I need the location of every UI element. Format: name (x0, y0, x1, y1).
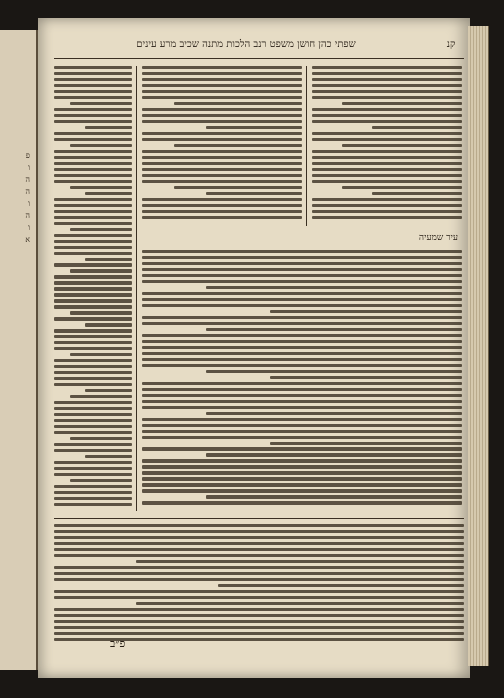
text-line (372, 126, 462, 129)
page-stack-edge (468, 26, 489, 666)
text-line (142, 150, 302, 153)
text-line (136, 560, 464, 563)
text-line (70, 269, 132, 272)
text-line (142, 180, 302, 183)
text-line (54, 329, 132, 332)
text-line (142, 78, 302, 81)
text-line (312, 162, 462, 165)
text-line (142, 358, 462, 361)
text-line (54, 590, 464, 593)
text-line (312, 138, 462, 141)
text-line (142, 346, 462, 349)
text-line (142, 274, 462, 277)
text-line (142, 168, 302, 171)
text-line (142, 382, 462, 385)
text-line (54, 485, 132, 488)
signature-mark: פ״ב (110, 637, 126, 650)
text-line (142, 66, 302, 69)
text-line (206, 286, 462, 289)
running-head: שפתי כהן חושן משפט רנב הלכות מתנה שכיב מרע עינים (136, 38, 356, 50)
text-line (312, 72, 462, 75)
text-line (142, 364, 462, 367)
text-line (312, 108, 462, 111)
text-line (142, 394, 462, 397)
commentary-right-column (312, 66, 462, 226)
section-heading: עיר שמעיה (418, 233, 458, 243)
text-line (54, 377, 132, 380)
text-line (142, 72, 302, 75)
text-line (142, 84, 302, 87)
text-line (54, 359, 132, 362)
text-line (54, 578, 464, 581)
text-line (312, 168, 462, 171)
text-line (142, 204, 302, 207)
text-line (54, 443, 132, 446)
text-line (70, 144, 132, 147)
text-line (54, 138, 132, 141)
text-line (54, 263, 132, 266)
text-line (142, 459, 462, 462)
text-line (174, 102, 302, 105)
text-line (54, 234, 132, 237)
text-line (85, 455, 132, 458)
text-line (312, 204, 462, 207)
text-line (54, 497, 132, 500)
text-line (54, 156, 132, 159)
text-line (312, 66, 462, 69)
text-line (142, 210, 302, 213)
text-line (142, 388, 462, 391)
text-line (54, 419, 132, 422)
text-line (54, 608, 464, 611)
text-line (85, 389, 132, 392)
text-line (54, 132, 132, 135)
text-line (54, 425, 132, 428)
text-line (54, 287, 132, 290)
column-divider-2 (136, 66, 137, 511)
text-line (142, 471, 462, 474)
text-line (312, 210, 462, 213)
text-line (270, 310, 462, 313)
text-line (54, 210, 132, 213)
text-line (142, 108, 302, 111)
text-line (312, 132, 462, 135)
text-line (54, 84, 132, 87)
text-line (312, 78, 462, 81)
text-line (54, 449, 132, 452)
text-line (312, 150, 462, 153)
footnote-rule (54, 518, 464, 519)
text-line (85, 258, 132, 261)
text-line (54, 461, 132, 464)
text-line (142, 216, 302, 219)
text-line (142, 436, 462, 439)
text-line (54, 467, 132, 470)
text-line (54, 596, 464, 599)
text-line (342, 144, 462, 147)
text-line (54, 383, 132, 386)
text-line (206, 495, 462, 498)
text-line (54, 275, 132, 278)
text-line (142, 132, 302, 135)
text-line (54, 240, 132, 243)
text-line (142, 424, 462, 427)
text-line (142, 298, 462, 301)
text-line (54, 96, 132, 99)
text-line (54, 413, 132, 416)
text-line (70, 395, 132, 398)
text-line (54, 180, 132, 183)
left-page-glyph: ו (27, 199, 30, 208)
text-line (54, 299, 132, 302)
text-line (70, 311, 132, 314)
text-line (342, 102, 462, 105)
left-page-glyph: ו (27, 163, 30, 172)
left-page-edge (0, 30, 38, 670)
left-page-glyph: ה (25, 187, 30, 196)
left-page-glyphs (4, 150, 30, 246)
text-line (312, 120, 462, 123)
text-line (54, 293, 132, 296)
left-page-glyph: א (25, 235, 30, 244)
text-line (54, 198, 132, 201)
text-line (54, 90, 132, 93)
text-line (54, 401, 132, 404)
text-line (270, 376, 462, 379)
text-line (206, 328, 462, 331)
text-line (85, 192, 132, 195)
text-line (54, 542, 464, 545)
text-line (142, 96, 302, 99)
text-line (342, 186, 462, 189)
text-line (54, 524, 464, 527)
text-line (312, 90, 462, 93)
text-line (142, 304, 462, 307)
text-line (54, 305, 132, 308)
text-line (206, 412, 462, 415)
text-line (70, 353, 132, 356)
text-line (54, 632, 464, 635)
text-line (142, 483, 462, 486)
text-line (142, 156, 302, 159)
text-line (54, 168, 132, 171)
text-line (54, 78, 132, 81)
text-line (142, 465, 462, 468)
text-line (54, 281, 132, 284)
commentary-left-column (54, 66, 132, 511)
text-line (54, 626, 464, 629)
left-page-glyph: ה (25, 175, 30, 184)
text-line (54, 347, 132, 350)
text-line (142, 340, 462, 343)
text-line (54, 341, 132, 344)
text-line (142, 430, 462, 433)
text-line (312, 96, 462, 99)
text-line (54, 491, 132, 494)
text-line (206, 370, 462, 373)
text-line (54, 162, 132, 165)
text-line (54, 114, 132, 117)
text-line (54, 216, 132, 219)
left-page-glyph: ה (25, 211, 30, 220)
text-line (54, 572, 464, 575)
text-line (54, 566, 464, 569)
text-line (142, 501, 462, 504)
page-header (56, 32, 466, 56)
text-line (70, 102, 132, 105)
text-line (312, 156, 462, 159)
text-line (142, 447, 462, 450)
text-line (54, 204, 132, 207)
text-line (312, 174, 462, 177)
folio-number: קנ (446, 38, 456, 50)
text-line (142, 256, 462, 259)
text-line (142, 198, 302, 201)
text-line (54, 150, 132, 153)
text-line (142, 90, 302, 93)
text-line (142, 418, 462, 421)
text-line (142, 262, 462, 265)
text-line (54, 317, 132, 320)
text-line (54, 72, 132, 75)
text-line (70, 186, 132, 189)
main-text-column (142, 66, 302, 226)
text-line (142, 406, 462, 409)
text-line (142, 400, 462, 403)
text-line (142, 292, 462, 295)
column-divider-1 (306, 66, 307, 226)
text-line (142, 489, 462, 492)
text-line (142, 114, 302, 117)
text-line (70, 228, 132, 231)
text-line (54, 620, 464, 623)
text-line (54, 371, 132, 374)
text-line (70, 437, 132, 440)
text-line (54, 473, 132, 476)
text-line (142, 268, 462, 271)
text-line (54, 536, 464, 539)
text-line (85, 126, 132, 129)
text-line (206, 453, 462, 456)
book-page (38, 18, 470, 678)
text-line (54, 614, 464, 617)
text-line (206, 192, 302, 195)
text-line (142, 334, 462, 337)
text-line (142, 162, 302, 165)
text-line (85, 323, 132, 326)
text-line (70, 479, 132, 482)
left-page-glyph: פ (25, 151, 30, 160)
text-line (174, 144, 302, 147)
text-line (312, 198, 462, 201)
text-line (54, 548, 464, 551)
text-line (142, 352, 462, 355)
text-line (54, 252, 132, 255)
text-line (54, 335, 132, 338)
text-line (54, 222, 132, 225)
text-line (142, 322, 462, 325)
text-line (312, 216, 462, 219)
text-line (312, 180, 462, 183)
text-line (270, 442, 462, 445)
text-line (54, 503, 132, 506)
text-line (54, 246, 132, 249)
text-line (372, 192, 462, 195)
text-line (142, 250, 462, 253)
text-line (54, 174, 132, 177)
header-rule (54, 58, 464, 59)
text-line (54, 120, 132, 123)
text-line (174, 186, 302, 189)
left-page-glyph: ו (27, 223, 30, 232)
text-line (142, 316, 462, 319)
text-line (54, 431, 132, 434)
text-line (54, 407, 132, 410)
text-line (136, 602, 464, 605)
text-line (54, 66, 132, 69)
text-line (142, 174, 302, 177)
text-line (142, 138, 302, 141)
text-line (312, 114, 462, 117)
text-line (142, 280, 462, 283)
text-line (142, 120, 302, 123)
footnote-block (54, 524, 464, 644)
text-line (312, 84, 462, 87)
text-line (54, 530, 464, 533)
text-line (218, 584, 464, 587)
text-line (142, 477, 462, 480)
text-line (54, 365, 132, 368)
text-line (206, 126, 302, 129)
main-text-wide-block (142, 250, 462, 512)
text-line (54, 554, 464, 557)
text-line (54, 108, 132, 111)
